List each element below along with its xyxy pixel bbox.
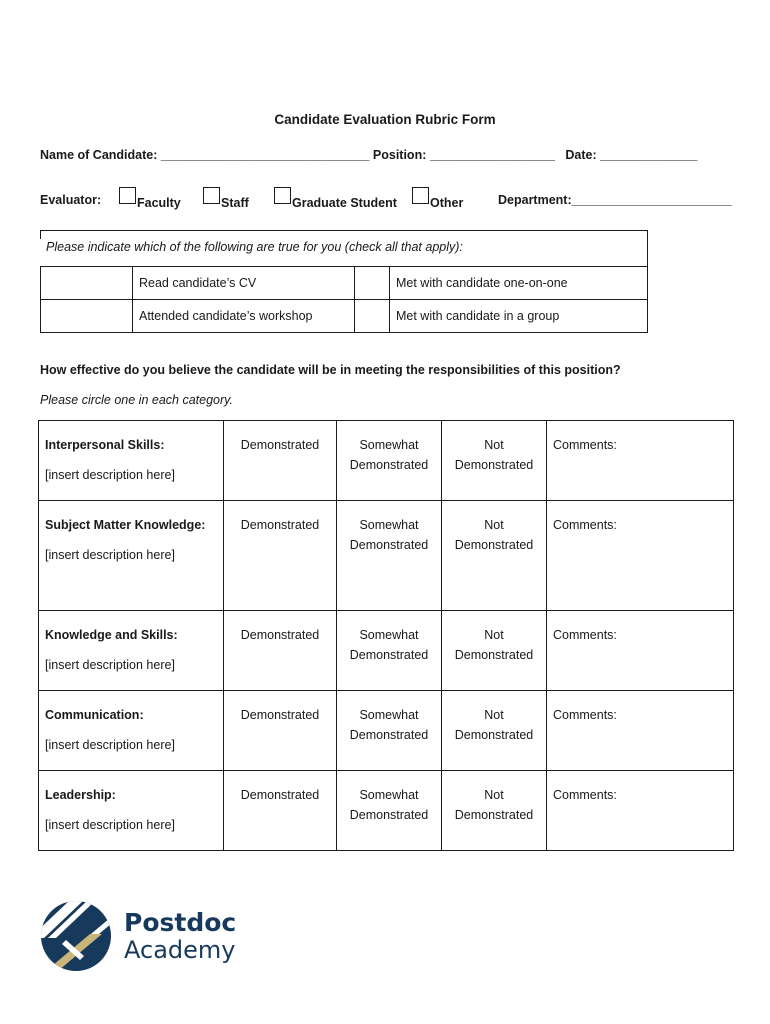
name-field[interactable]: ______________________________: [160, 148, 370, 162]
rating-demonstrated[interactable]: Demonstrated: [224, 691, 337, 771]
comments-label: Comments:: [553, 788, 617, 802]
checklist-instruction: Please indicate which of the following are true for you (check all that apply):: [46, 240, 463, 254]
checkbox[interactable]: [274, 187, 291, 204]
rating-somewhat-demonstrated[interactable]: Somewhat Demonstrated: [337, 501, 442, 611]
name-label: Name of Candidate:: [40, 148, 161, 162]
category-description: [insert description here]: [45, 818, 175, 832]
comments-cell[interactable]: [547, 421, 734, 501]
logo-text-postdoc: Postdoc: [124, 908, 237, 937]
evaluator-option-faculty[interactable]: Faculty: [119, 187, 181, 204]
category-description: [insert description here]: [45, 658, 175, 672]
checkbox[interactable]: [203, 187, 220, 204]
rating-demonstrated[interactable]: Demonstrated: [224, 421, 337, 501]
date-label: Date:: [565, 148, 601, 162]
logo-emblem-icon: [40, 898, 118, 976]
checkbox-cell[interactable]: [355, 300, 390, 333]
category-title: Subject Matter Knowledge:: [45, 518, 206, 532]
rating-somewhat-demonstrated[interactable]: Somewhat Demonstrated: [337, 771, 442, 851]
category-title: Communication:: [45, 708, 144, 722]
evaluator-option-graduate-student[interactable]: Graduate Student: [274, 187, 397, 204]
rubric-row: [39, 611, 734, 691]
category-title: Knowledge and Skills:: [45, 628, 178, 642]
checklist-item-label: Read candidate’s CV: [133, 267, 355, 300]
category-description: [insert description here]: [45, 738, 175, 752]
checklist-row: [41, 300, 648, 333]
category-cell: [39, 611, 224, 691]
rating-not-demonstrated[interactable]: Not Demonstrated: [442, 501, 547, 611]
evaluator-row: [40, 193, 740, 215]
department-field[interactable]: Department:_______________________: [498, 193, 732, 207]
rubric-table: [38, 420, 734, 851]
position-field[interactable]: __________________: [429, 148, 555, 162]
category-cell: [39, 771, 224, 851]
rating-demonstrated[interactable]: Demonstrated: [224, 771, 337, 851]
rating-demonstrated[interactable]: Demonstrated: [224, 611, 337, 691]
rating-not-demonstrated[interactable]: Not Demonstrated: [442, 691, 547, 771]
comments-cell[interactable]: [547, 691, 734, 771]
position-label: Position:: [369, 148, 430, 162]
checkbox[interactable]: [412, 187, 429, 204]
rubric-row: [39, 501, 734, 611]
date-field[interactable]: ______________: [600, 148, 698, 162]
checklist-row: [41, 267, 648, 300]
category-cell: [39, 691, 224, 771]
header-fields-row: [40, 148, 697, 162]
category-description: [insert description here]: [45, 468, 175, 482]
form-title: Candidate Evaluation Rubric Form: [274, 112, 496, 127]
comments-label: Comments:: [553, 518, 617, 532]
comments-cell[interactable]: [547, 771, 734, 851]
checklist-table: [40, 266, 648, 333]
rating-not-demonstrated[interactable]: Not Demonstrated: [442, 421, 547, 501]
checkbox-cell[interactable]: [41, 267, 133, 300]
rubric-row: [39, 421, 734, 501]
rating-somewhat-demonstrated[interactable]: Somewhat Demonstrated: [337, 611, 442, 691]
evaluator-option-other[interactable]: Other: [412, 187, 463, 204]
postdoc-academy-logo: [40, 898, 240, 978]
rubric-question: How effective do you believe the candidate will be in meeting the responsibilities of this position?: [40, 363, 621, 377]
rubric-row: [39, 691, 734, 771]
rating-demonstrated[interactable]: Demonstrated: [224, 501, 337, 611]
rubric-row: [39, 771, 734, 851]
category-cell: [39, 421, 224, 501]
checkbox-cell[interactable]: [355, 267, 390, 300]
rating-not-demonstrated[interactable]: Not Demonstrated: [442, 611, 547, 691]
evaluator-option-staff[interactable]: Staff: [203, 187, 249, 204]
comments-label: Comments:: [553, 708, 617, 722]
logo-text-academy: Academy: [124, 936, 236, 964]
rubric-instruction: Please circle one in each category.: [40, 393, 233, 407]
checkbox-cell[interactable]: [41, 300, 133, 333]
category-cell: [39, 501, 224, 611]
category-title: Interpersonal Skills:: [45, 438, 165, 452]
checklist-item-label: Met with candidate one-on-one: [390, 267, 648, 300]
comments-label: Comments:: [553, 438, 617, 452]
rating-somewhat-demonstrated[interactable]: Somewhat Demonstrated: [337, 691, 442, 771]
rating-somewhat-demonstrated[interactable]: Somewhat Demonstrated: [337, 421, 442, 501]
comments-cell[interactable]: [547, 611, 734, 691]
category-title: Leadership:: [45, 788, 116, 802]
checkbox[interactable]: [119, 187, 136, 204]
category-description: [insert description here]: [45, 548, 175, 562]
checklist-item-label: Met with candidate in a group: [390, 300, 648, 333]
rating-not-demonstrated[interactable]: Not Demonstrated: [442, 771, 547, 851]
comments-label: Comments:: [553, 628, 617, 642]
evaluator-label: Evaluator:: [40, 193, 102, 207]
comments-cell[interactable]: [547, 501, 734, 611]
checklist-item-label: Attended candidate’s workshop: [133, 300, 355, 333]
checklist-header: [40, 230, 648, 266]
